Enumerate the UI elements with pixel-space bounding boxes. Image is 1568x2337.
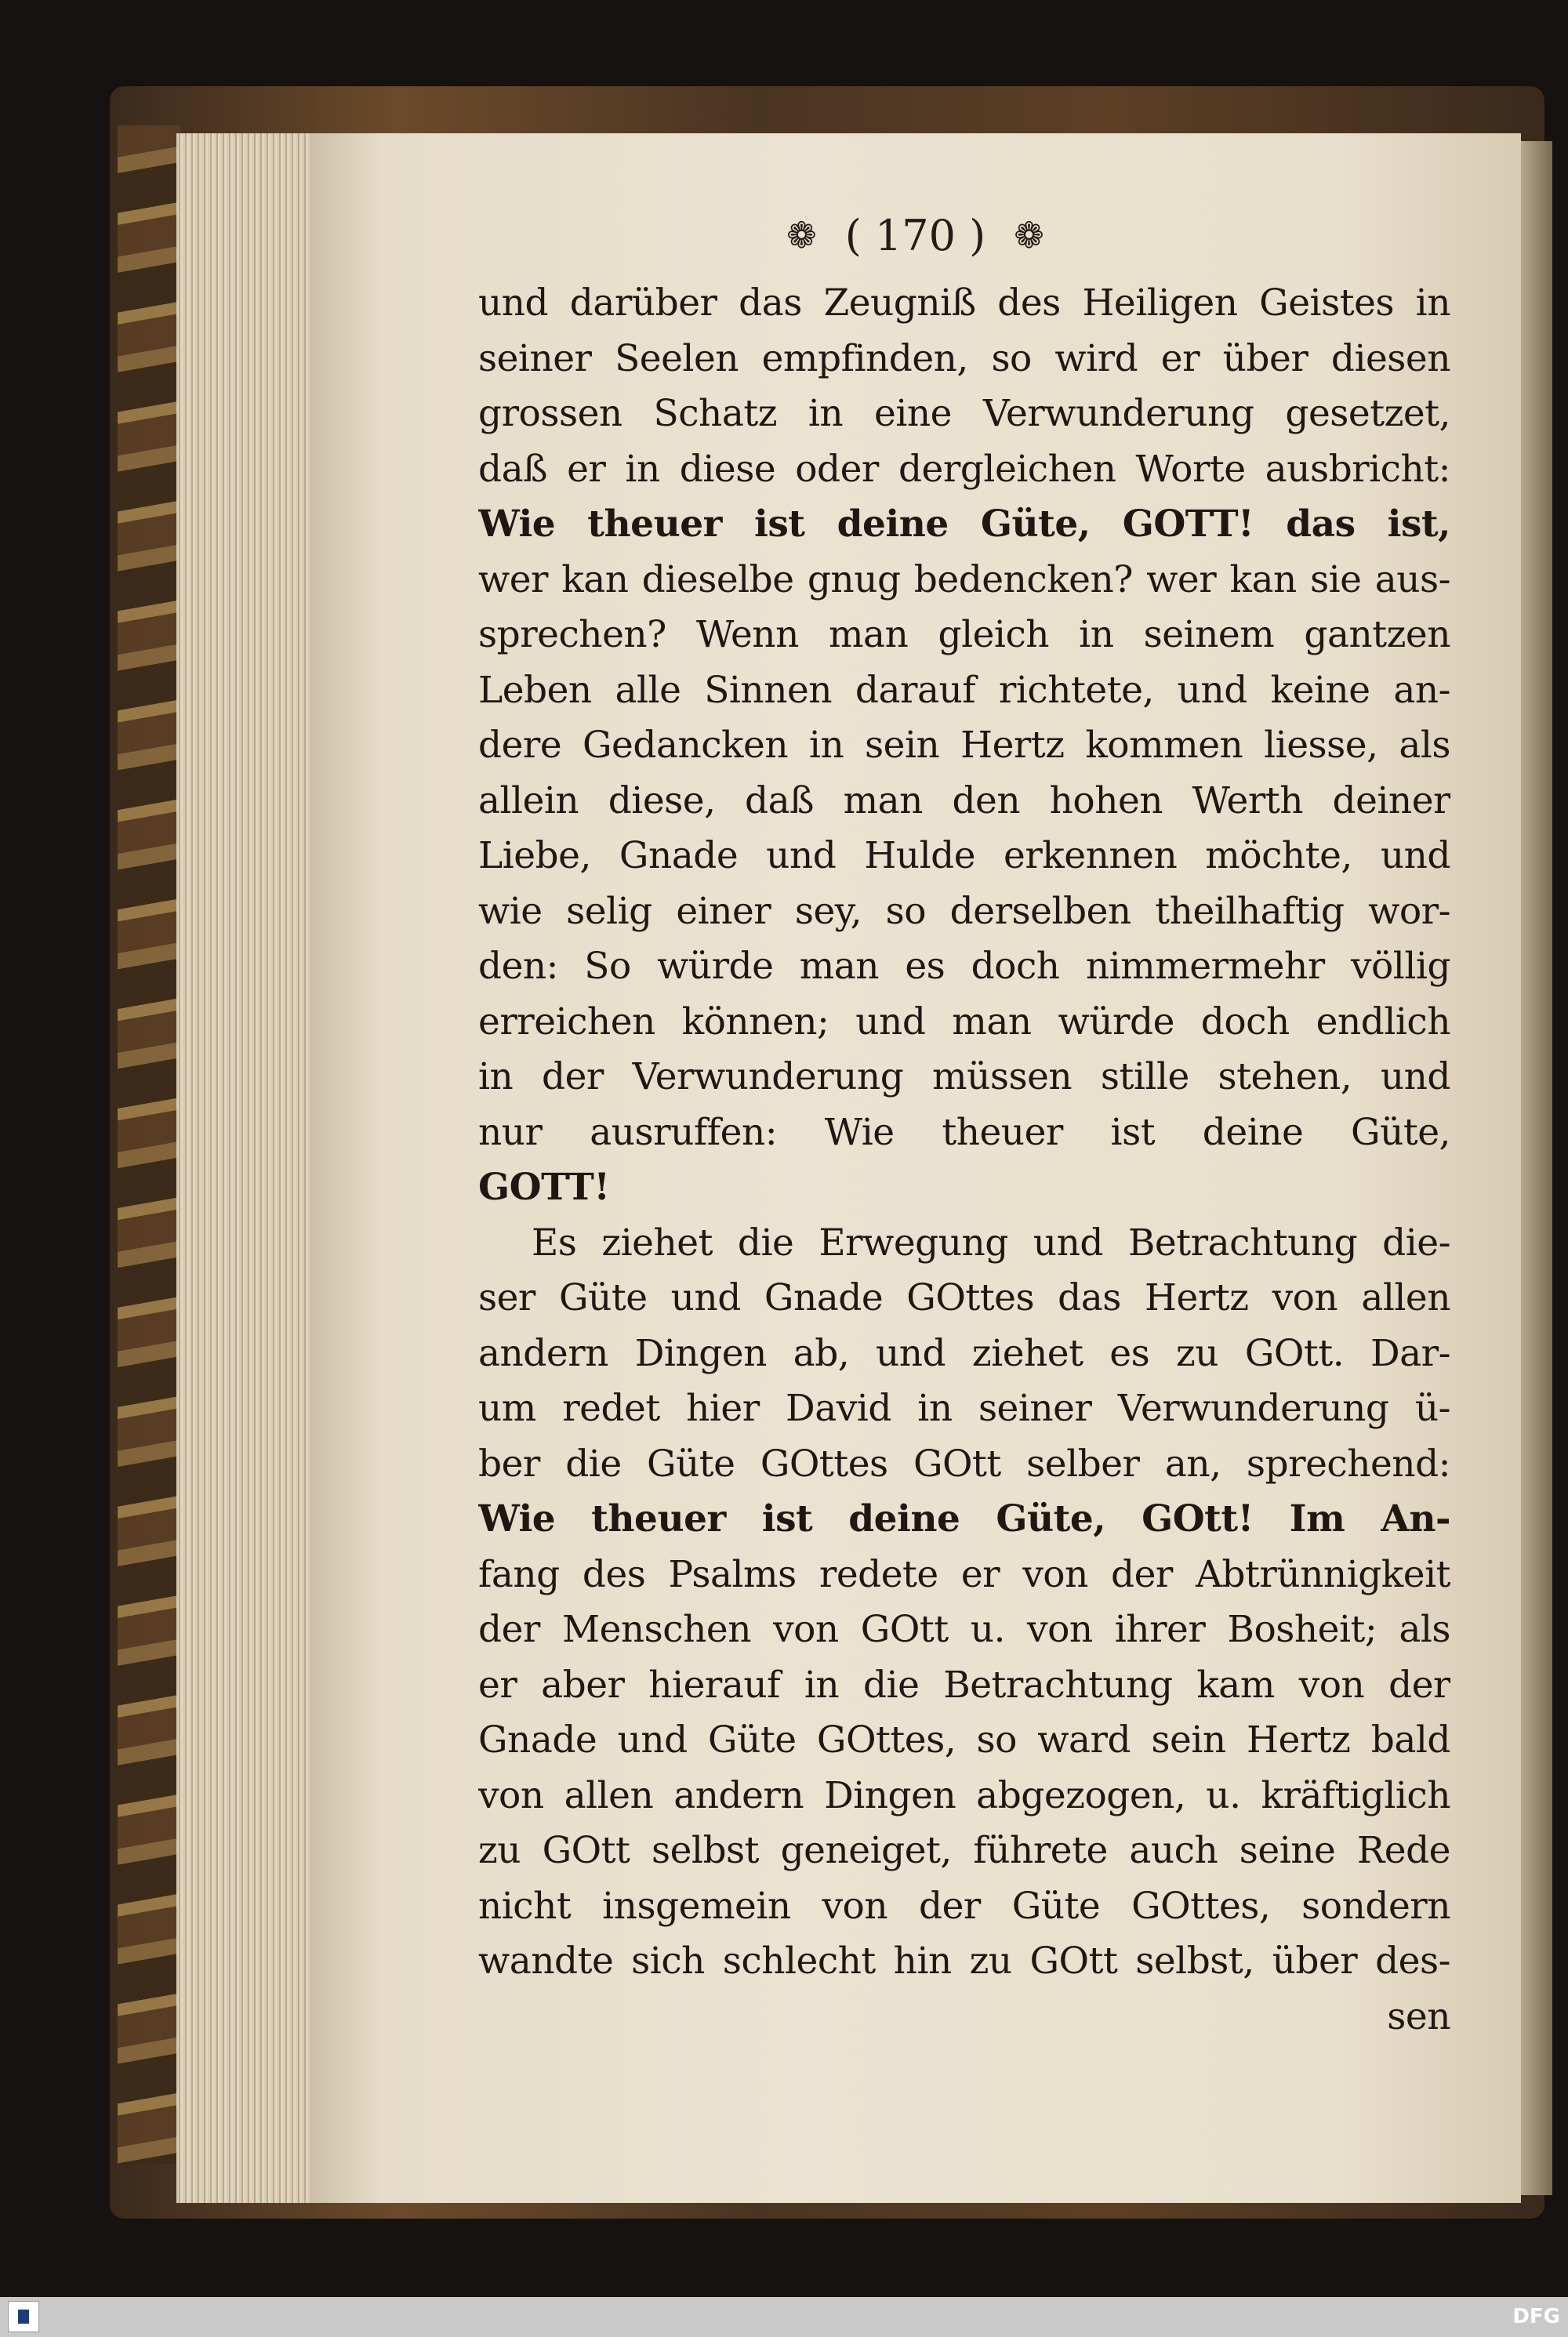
text-line: seiner Seelen empfinden, so wird er über diesen bbox=[478, 336, 1450, 380]
text-line: Liebe, Gnade und Hulde erkennen möchte, und bbox=[478, 834, 1450, 877]
text-line: allein diese, daß man den hohen Werth deiner bbox=[478, 778, 1450, 822]
text-line: GOTT! bbox=[478, 1166, 610, 1209]
text-line: er aber hierauf in die Betrachtung kam von der bbox=[478, 1663, 1450, 1707]
text-line: andern Dingen ab, und ziehet es zu GOtt. Dar- bbox=[478, 1331, 1450, 1375]
text-line: grossen Schatz in eine Verwunderung gesetzet, bbox=[478, 392, 1450, 435]
viewer-footer-bar bbox=[0, 2297, 1568, 2337]
text-line: nur ausruffen: Wie theuer ist deine Güte, bbox=[478, 1110, 1450, 1154]
text-line: und darüber das Zeugniß des Heiligen Geistes in bbox=[478, 281, 1450, 325]
text-line: wandte sich schlecht hin zu GOtt selbst, über des- bbox=[478, 1940, 1450, 1983]
page-number: ( 170 ) bbox=[844, 210, 986, 260]
text-line: dere Gedancken in sein Hertz kommen liesse, als bbox=[478, 724, 1450, 767]
page-right-edge bbox=[1521, 141, 1552, 2195]
marbled-cover-edge bbox=[118, 125, 180, 2164]
text-line: von allen andern Dingen abgezogen, u. kräftiglich bbox=[478, 1773, 1450, 1817]
text-line: Gnade und Güte GOttes, so ward sein Hertz bald bbox=[478, 1718, 1450, 1762]
text-line: fang des Psalms redete er von der Abtrünnigkeit bbox=[478, 1552, 1450, 1596]
text-line: um redet hier David in seiner Verwunderung ü- bbox=[478, 1387, 1450, 1430]
text-line: Leben alle Sinnen darauf richtete, und keine an- bbox=[478, 668, 1450, 712]
text-line: Wie theuer ist deine Güte, GOtt! Im An- bbox=[478, 1497, 1450, 1540]
text-line: nicht insgemein von der Güte GOttes, sondern bbox=[478, 1884, 1450, 1928]
text-line: der Menschen von GOtt u. von ihrer Bosheit; als bbox=[478, 1608, 1450, 1651]
text-line: Es ziehet die Erwegung und Betrachtung die- bbox=[532, 1221, 1450, 1265]
text-line: sprechen? Wenn man gleich in seinem gantzen bbox=[478, 613, 1450, 656]
ornament-right-icon: ❁ bbox=[1014, 214, 1044, 256]
page-edges bbox=[176, 133, 318, 2203]
text-line: Wie theuer ist deine Güte, GOTT! das ist, bbox=[478, 503, 1450, 546]
text-line: erreichen können; und man würde doch endlich bbox=[478, 1000, 1450, 1043]
text-line: in der Verwunderung müssen stille stehen, und bbox=[478, 1055, 1450, 1098]
text-line: wie selig einer sey, so derselben theilhaftig wor- bbox=[478, 889, 1450, 933]
text-line: wer kan dieselbe gnug bedencken? wer kan sie aus- bbox=[478, 557, 1450, 601]
text-line: den: So würde man es doch nimmermehr völlig bbox=[478, 945, 1450, 988]
catchword: sen bbox=[1387, 1994, 1450, 2038]
funder-label: DFG bbox=[1512, 2305, 1560, 2328]
text-line: zu GOtt selbst geneiget, führete auch seine Rede bbox=[478, 1829, 1450, 1872]
text-line: ber die Güte GOttes GOtt selber an, sprechend: bbox=[478, 1442, 1450, 1486]
page-header bbox=[310, 208, 1521, 263]
text-line: daß er in diese oder dergleichen Worte ausbricht: bbox=[478, 447, 1450, 491]
text-line: ser Güte und Gnade GOttes das Hertz von allen bbox=[478, 1276, 1450, 1319]
library-logo-icon bbox=[8, 2301, 39, 2332]
ornament-left-icon: ❁ bbox=[786, 214, 817, 256]
body-text bbox=[478, 276, 1450, 2045]
